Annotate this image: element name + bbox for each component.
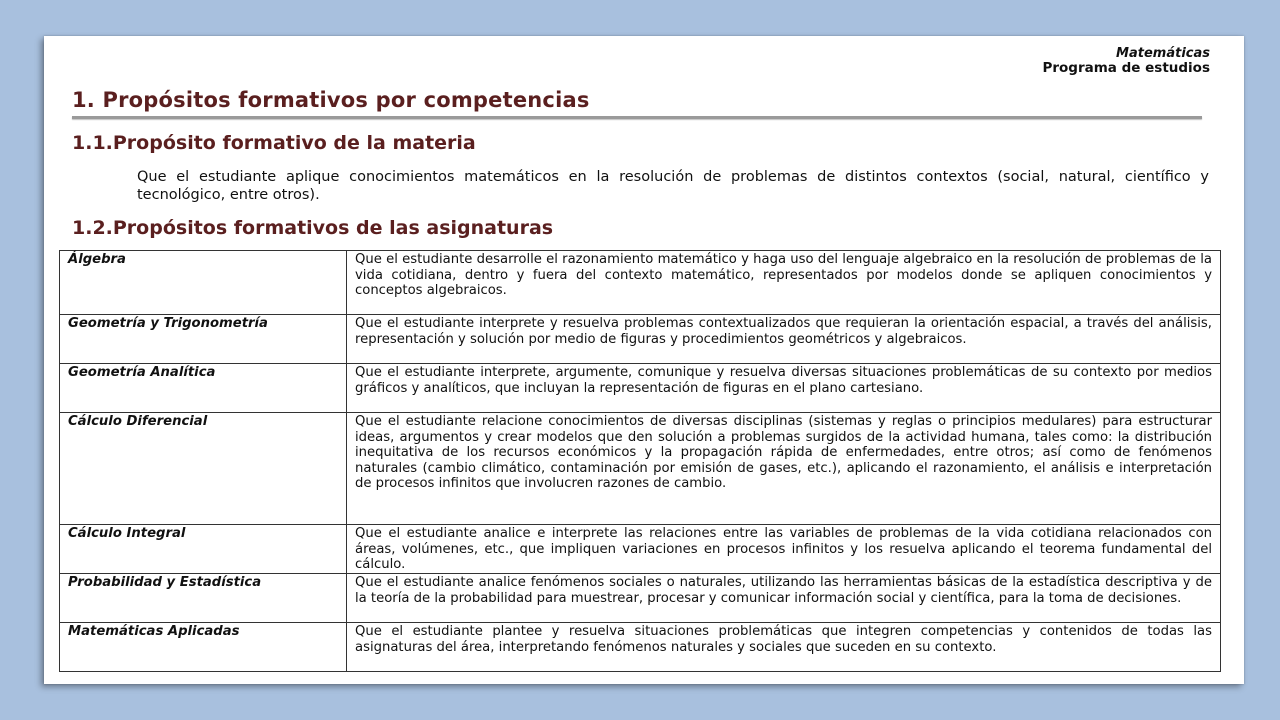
subject-name: Matemáticas Aplicadas <box>60 623 347 672</box>
table-row <box>60 574 1221 623</box>
subject-name: Geometría Analítica <box>60 364 347 413</box>
subject-name: Probabilidad y Estadística <box>60 574 347 623</box>
document-header <box>1042 46 1210 76</box>
subject-name: Geometría y Trigonometría <box>60 315 347 364</box>
subject-purpose: Que el estudiante plantee y resuelva situaciones problemáticas que integren competencias y contenidos de todas las asignaturas del área, interpretando fenómenos naturales y sociales que suceden en su contexto. <box>347 623 1221 672</box>
subject-purpose: Que el estudiante analice e interprete las relaciones entre las variables de problemas de la vida cotidiana relacionados con áreas, volúmenes, etc., que impliquen variaciones en procesos infinitos y los resuelva aplicando el teorema fundamental del cálculo. <box>347 525 1221 574</box>
subject-name: Cálculo Diferencial <box>60 413 347 525</box>
table-row <box>60 364 1221 413</box>
section-1-title: 1. Propósitos formativos por competencias <box>72 88 590 112</box>
subject-name: Álgebra <box>60 251 347 315</box>
subject-purpose: Que el estudiante interprete y resuelva problemas contextualizados que requieran la orientación espacial, a través del análisis, representación y solución por medio de figuras y procedimientos geométricos y algebraicos. <box>347 315 1221 364</box>
subject-purpose: Que el estudiante analice fenómenos sociales o naturales, utilizando las herramientas básicas de la estadística descriptiva y de la teoría de la probabilidad para muestrear, procesar y comunicar información social y científica, para la toma de decisiones. <box>347 574 1221 623</box>
table-row <box>60 413 1221 525</box>
table-row <box>60 251 1221 315</box>
subjects-table <box>59 250 1221 672</box>
table-row <box>60 315 1221 364</box>
subject-name: Cálculo Integral <box>60 525 347 574</box>
subject-purpose: Que el estudiante interprete, argumente, comunique y resuelva diversas situaciones problemáticas de su contexto por medios gráficos y analíticos, que incluyan la representación de figuras en el plano cartesiano. <box>347 364 1221 413</box>
section-1-2-title: 1.2.Propósitos formativos de las asignaturas <box>72 217 554 239</box>
table-row <box>60 623 1221 672</box>
section-1-1-text: Que el estudiante aplique conocimientos matemáticos en la resolución de problemas de distintos contextos (social, natural, científico y tecnológico, entre otros). <box>137 169 1209 203</box>
table-row <box>60 525 1221 574</box>
subject-purpose: Que el estudiante relacione conocimientos de diversas disciplinas (sistemas y reglas o principios medulares) para estructurar ideas, argumentos y crear modelos que den solución a problemas surgidos de la actividad humana, tales como: la distribución inequitativa de los recursos económicos y la propagación rápida de enfermedades, entre otros; así como de fenómenos naturales (cambio climático, contaminación por emisión de gases, etc.), aplicando el razonamiento, el análisis e interpretación de procesos infinitos que involucren razones de cambio. <box>347 413 1221 525</box>
document-page <box>44 36 1244 684</box>
section-1-1-title: 1.1.Propósito formativo de la materia <box>72 132 476 154</box>
header-subject: Matemáticas <box>1116 46 1210 61</box>
title-divider <box>72 116 1202 119</box>
subject-purpose: Que el estudiante desarrolle el razonamiento matemático y haga uso del lenguaje algebraico en la resolución de problemas de la vida cotidiana, dentro y fuera del contexto matemático, representados por modelos donde se apliquen conocimientos y conceptos algebraicos. <box>347 251 1221 315</box>
header-program: Programa de estudios <box>1042 60 1210 76</box>
